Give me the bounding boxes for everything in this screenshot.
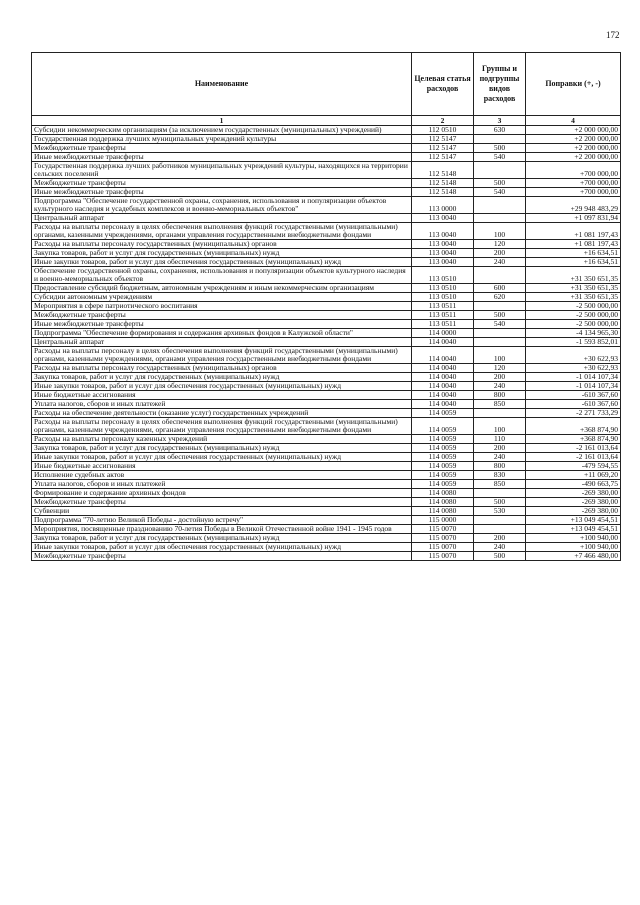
row-expense-group-cell: 200 (474, 444, 526, 453)
row-expense-group-cell: 600 (474, 284, 526, 293)
header-name: Наименование (32, 53, 412, 116)
row-expense-group-cell (474, 338, 526, 347)
row-name-cell: Закупка товаров, работ и услуг для государственных (муниципальных) нужд (32, 373, 412, 382)
row-target-article-cell: 114 0059 (412, 480, 474, 489)
row-amendment-cell: -269 380,00 (526, 489, 621, 498)
row-name-cell: Субсидии автономным учреждениям (32, 293, 412, 302)
row-expense-group-cell: 500 (474, 179, 526, 188)
column-number-row (32, 116, 621, 126)
table-header-row (32, 53, 621, 116)
row-name-cell: Государственная поддержка лучших работников муниципальных учреждений культуры, находящихся на территории сельских поселений (32, 162, 412, 179)
row-name-cell: Иные межбюджетные трансферты (32, 320, 412, 329)
row-target-article-cell: 114 0059 (412, 444, 474, 453)
row-expense-group-cell: 850 (474, 400, 526, 409)
table-row (32, 347, 621, 364)
row-name-cell: Подпрограмма "Обеспечение государственной охраны, сохранения, использования и популяризации объектов культурного наследия и усадебных комплексов и военно-мемориальных объектов" (32, 197, 412, 214)
row-amendment-cell: +2 200 000,00 (526, 135, 621, 144)
row-target-article-cell: 115 0070 (412, 543, 474, 552)
row-name-cell: Межбюджетные трансферты (32, 498, 412, 507)
row-name-cell: Иные закупки товаров, работ и услуг для обеспечения государственных (муниципальных) нужд (32, 543, 412, 552)
row-name-cell: Государственная поддержка лучших муниципальных учреждений культуры (32, 135, 412, 144)
row-target-article-cell: 114 0040 (412, 364, 474, 373)
row-amendment-cell: +16 634,51 (526, 249, 621, 258)
row-name-cell: Обеспечение государственной охраны, сохранения, использования и популяризации объектов культурного наследия и военно-мемориальных объектов (32, 267, 412, 284)
row-expense-group-cell: 800 (474, 462, 526, 471)
row-name-cell: Формирование и содержание архивных фондов (32, 489, 412, 498)
column-number: 3 (474, 116, 526, 126)
row-amendment-cell: -269 380,00 (526, 507, 621, 516)
row-expense-group-cell (474, 197, 526, 214)
row-name-cell: Центральный аппарат (32, 338, 412, 347)
row-target-article-cell: 112 5147 (412, 153, 474, 162)
row-name-cell: Мероприятия в сфере патриотического воспитания (32, 302, 412, 311)
row-name-cell: Межбюджетные трансферты (32, 311, 412, 320)
table-row (32, 197, 621, 214)
row-expense-group-cell (474, 409, 526, 418)
row-amendment-cell: -610 367,60 (526, 400, 621, 409)
table-row (32, 267, 621, 284)
row-expense-group-cell: 500 (474, 552, 526, 561)
row-name-cell: Расходы на выплаты персоналу казенных учреждений (32, 435, 412, 444)
row-target-article-cell: 113 0510 (412, 284, 474, 293)
row-name-cell: Иные бюджетные ассигнования (32, 462, 412, 471)
row-expense-group-cell (474, 162, 526, 179)
row-expense-group-cell: 110 (474, 435, 526, 444)
row-amendment-cell: -2 271 733,29 (526, 409, 621, 418)
row-amendment-cell: -2 161 013,64 (526, 444, 621, 453)
row-target-article-cell: 113 0511 (412, 302, 474, 311)
row-amendment-cell: +1 081 197,43 (526, 223, 621, 240)
row-name-cell: Иные закупки товаров, работ и услуг для обеспечения государственных (муниципальных) нужд (32, 453, 412, 462)
row-amendment-cell: +13 049 454,51 (526, 525, 621, 534)
row-target-article-cell: 113 0040 (412, 249, 474, 258)
row-expense-group-cell (474, 214, 526, 223)
row-name-cell: Предоставление субсидий бюджетным, автономным учреждениям и иным некоммерческим организациям (32, 284, 412, 293)
row-amendment-cell: +2 000 000,00 (526, 126, 621, 135)
row-name-cell: Иные бюджетные ассигнования (32, 391, 412, 400)
row-target-article-cell: 113 0040 (412, 223, 474, 240)
row-target-article-cell: 115 0070 (412, 525, 474, 534)
row-target-article-cell: 113 0040 (412, 214, 474, 223)
row-amendment-cell: +13 049 454,51 (526, 516, 621, 525)
row-target-article-cell: 114 0080 (412, 507, 474, 516)
row-target-article-cell: 114 0059 (412, 471, 474, 480)
row-target-article-cell: 113 0510 (412, 293, 474, 302)
row-expense-group-cell: 240 (474, 258, 526, 267)
row-expense-group-cell: 100 (474, 418, 526, 435)
table-row (32, 418, 621, 435)
column-number: 2 (412, 116, 474, 126)
row-name-cell: Мероприятия, посвященные празднованию 70-летия Победы в Великой Отечественной войне 1941 - 1945 годов (32, 525, 412, 534)
row-target-article-cell: 114 0059 (412, 418, 474, 435)
row-target-article-cell: 114 0040 (412, 338, 474, 347)
budget-amendments-table (31, 52, 621, 561)
row-name-cell: Уплата налогов, сборов и иных платежей (32, 400, 412, 409)
row-name-cell: Межбюджетные трансферты (32, 179, 412, 188)
row-amendment-cell: +1 081 197,43 (526, 240, 621, 249)
row-target-article-cell: 112 5147 (412, 135, 474, 144)
row-name-cell: Расходы на выплаты персоналу в целях обеспечения выполнения функций государственными (муниципальными) органами, казенными учреждениями, органами управления государственными внебюджетными фондами (32, 418, 412, 435)
row-expense-group-cell: 800 (474, 391, 526, 400)
row-name-cell: Иные межбюджетные трансферты (32, 188, 412, 197)
page-number: 172 (606, 30, 620, 40)
row-amendment-cell: -2 500 000,00 (526, 320, 621, 329)
header-expense-group: Группы и подгруппы видов расходов (474, 53, 526, 116)
row-target-article-cell: 113 0510 (412, 267, 474, 284)
row-target-article-cell: 112 5148 (412, 162, 474, 179)
row-target-article-cell: 114 0040 (412, 400, 474, 409)
row-amendment-cell: -479 594,55 (526, 462, 621, 471)
row-name-cell: Расходы на выплаты персоналу в целях обеспечения выполнения функций государственными (муниципальными) органами, казенными учреждениями, органами управления государственными внебюджетными фондами (32, 223, 412, 240)
row-expense-group-cell: 850 (474, 480, 526, 489)
row-target-article-cell: 112 0510 (412, 126, 474, 135)
row-amendment-cell: +29 948 483,29 (526, 197, 621, 214)
row-amendment-cell: -1 593 852,01 (526, 338, 621, 347)
row-amendment-cell: +30 622,93 (526, 347, 621, 364)
row-name-cell: Субсидии некоммерческим организациям (за исключением государственных (муниципальных) учреждений) (32, 126, 412, 135)
row-name-cell: Закупка товаров, работ и услуг для государственных (муниципальных) нужд (32, 444, 412, 453)
row-expense-group-cell: 240 (474, 382, 526, 391)
row-expense-group-cell: 540 (474, 153, 526, 162)
row-expense-group-cell: 120 (474, 240, 526, 249)
row-amendment-cell: +31 350 651,35 (526, 267, 621, 284)
column-number: 1 (32, 116, 412, 126)
row-amendment-cell: +7 466 480,00 (526, 552, 621, 561)
row-amendment-cell: +16 634,51 (526, 258, 621, 267)
row-target-article-cell: 113 0511 (412, 320, 474, 329)
row-target-article-cell: 113 0000 (412, 197, 474, 214)
table-row (32, 552, 621, 561)
row-target-article-cell: 113 0511 (412, 311, 474, 320)
row-target-article-cell: 113 0040 (412, 240, 474, 249)
header-target-article: Целевая статья расходов (412, 53, 474, 116)
table-row (32, 162, 621, 179)
row-name-cell: Межбюджетные трансферты (32, 144, 412, 153)
row-expense-group-cell: 500 (474, 144, 526, 153)
row-amendment-cell: +100 940,00 (526, 534, 621, 543)
row-expense-group-cell (474, 516, 526, 525)
row-target-article-cell: 114 0059 (412, 409, 474, 418)
row-expense-group-cell: 630 (474, 126, 526, 135)
row-name-cell: Межбюджетные трансферты (32, 552, 412, 561)
row-expense-group-cell: 540 (474, 188, 526, 197)
row-target-article-cell: 115 0000 (412, 516, 474, 525)
row-expense-group-cell: 830 (474, 471, 526, 480)
row-expense-group-cell: 200 (474, 534, 526, 543)
row-amendment-cell: -4 134 965,30 (526, 329, 621, 338)
row-target-article-cell: 112 5147 (412, 144, 474, 153)
row-amendment-cell: -2 161 013,64 (526, 453, 621, 462)
row-expense-group-cell: 540 (474, 320, 526, 329)
row-target-article-cell: 114 0040 (412, 373, 474, 382)
row-expense-group-cell: 500 (474, 311, 526, 320)
row-name-cell: Исполнение судебных актов (32, 471, 412, 480)
row-target-article-cell: 114 0040 (412, 391, 474, 400)
row-amendment-cell: +700 000,00 (526, 188, 621, 197)
row-target-article-cell: 114 0040 (412, 347, 474, 364)
row-target-article-cell: 113 0040 (412, 258, 474, 267)
row-name-cell: Уплата налогов, сборов и иных платежей (32, 480, 412, 489)
header-amendments: Поправки (+, -) (526, 53, 621, 116)
row-expense-group-cell: 620 (474, 293, 526, 302)
table-row (32, 498, 621, 507)
row-name-cell: Иные закупки товаров, работ и услуг для обеспечения государственных (муниципальных) нужд (32, 258, 412, 267)
row-expense-group-cell: 240 (474, 543, 526, 552)
row-name-cell: Закупка товаров, работ и услуг для государственных (муниципальных) нужд (32, 534, 412, 543)
row-amendment-cell: -490 663,75 (526, 480, 621, 489)
row-expense-group-cell: 100 (474, 347, 526, 364)
row-name-cell: Подпрограмма "70-летию Великой Победы - достойную встречу" (32, 516, 412, 525)
row-target-article-cell: 114 0059 (412, 453, 474, 462)
row-target-article-cell: 114 0059 (412, 462, 474, 471)
row-expense-group-cell: 500 (474, 498, 526, 507)
row-expense-group-cell (474, 329, 526, 338)
row-amendment-cell: +30 622,93 (526, 364, 621, 373)
row-amendment-cell: +700 000,00 (526, 179, 621, 188)
row-expense-group-cell: 200 (474, 373, 526, 382)
row-target-article-cell: 114 0080 (412, 489, 474, 498)
row-expense-group-cell: 530 (474, 507, 526, 516)
row-amendment-cell: +100 940,00 (526, 543, 621, 552)
row-amendment-cell: +368 874,90 (526, 435, 621, 444)
row-target-article-cell: 112 5148 (412, 188, 474, 197)
row-expense-group-cell: 200 (474, 249, 526, 258)
row-name-cell: Иные закупки товаров, работ и услуг для обеспечения государственных (муниципальных) нужд (32, 382, 412, 391)
row-target-article-cell: 114 0080 (412, 498, 474, 507)
row-name-cell: Расходы на выплаты персоналу в целях обеспечения выполнения функций государственными (муниципальными) органами, казенными учреждениями, органами управления государственными внебюджетными фондами (32, 347, 412, 364)
row-amendment-cell: +2 200 000,00 (526, 144, 621, 153)
row-name-cell: Иные межбюджетные трансферты (32, 153, 412, 162)
row-name-cell: Расходы на выплаты персоналу государственных (муниципальных) органов (32, 364, 412, 373)
row-target-article-cell: 115 0070 (412, 534, 474, 543)
row-amendment-cell: +368 874,90 (526, 418, 621, 435)
row-expense-group-cell (474, 267, 526, 284)
row-amendment-cell: -2 500 000,00 (526, 311, 621, 320)
row-amendment-cell: +31 350 651,35 (526, 293, 621, 302)
row-target-article-cell: 114 0000 (412, 329, 474, 338)
row-amendment-cell: +700 000,00 (526, 162, 621, 179)
row-amendment-cell: +31 350 651,35 (526, 284, 621, 293)
row-name-cell: Расходы на выплаты персоналу государственных (муниципальных) органов (32, 240, 412, 249)
row-expense-group-cell: 120 (474, 364, 526, 373)
row-amendment-cell: +2 200 000,00 (526, 153, 621, 162)
row-name-cell: Центральный аппарат (32, 214, 412, 223)
row-expense-group-cell: 240 (474, 453, 526, 462)
row-amendment-cell: -1 014 107,34 (526, 373, 621, 382)
table-row (32, 329, 621, 338)
table-row (32, 223, 621, 240)
row-amendment-cell: -2 500 000,00 (526, 302, 621, 311)
row-amendment-cell: -269 380,00 (526, 498, 621, 507)
row-amendment-cell: +11 069,20 (526, 471, 621, 480)
row-name-cell: Подпрограмма "Обеспечение формирования и содержания архивных фондов в Калужской области" (32, 329, 412, 338)
row-name-cell: Расходы на обеспечение деятельности (оказание услуг) государственных учреждений (32, 409, 412, 418)
row-target-article-cell: 115 0070 (412, 552, 474, 561)
row-target-article-cell: 114 0059 (412, 435, 474, 444)
row-amendment-cell: -610 367,60 (526, 391, 621, 400)
row-name-cell: Закупка товаров, работ и услуг для государственных (муниципальных) нужд (32, 249, 412, 258)
row-target-article-cell: 112 5148 (412, 179, 474, 188)
row-amendment-cell: +1 097 831,94 (526, 214, 621, 223)
row-name-cell: Субвенции (32, 507, 412, 516)
column-number: 4 (526, 116, 621, 126)
row-expense-group-cell: 100 (474, 223, 526, 240)
row-target-article-cell: 114 0040 (412, 382, 474, 391)
row-amendment-cell: -1 014 107,34 (526, 382, 621, 391)
